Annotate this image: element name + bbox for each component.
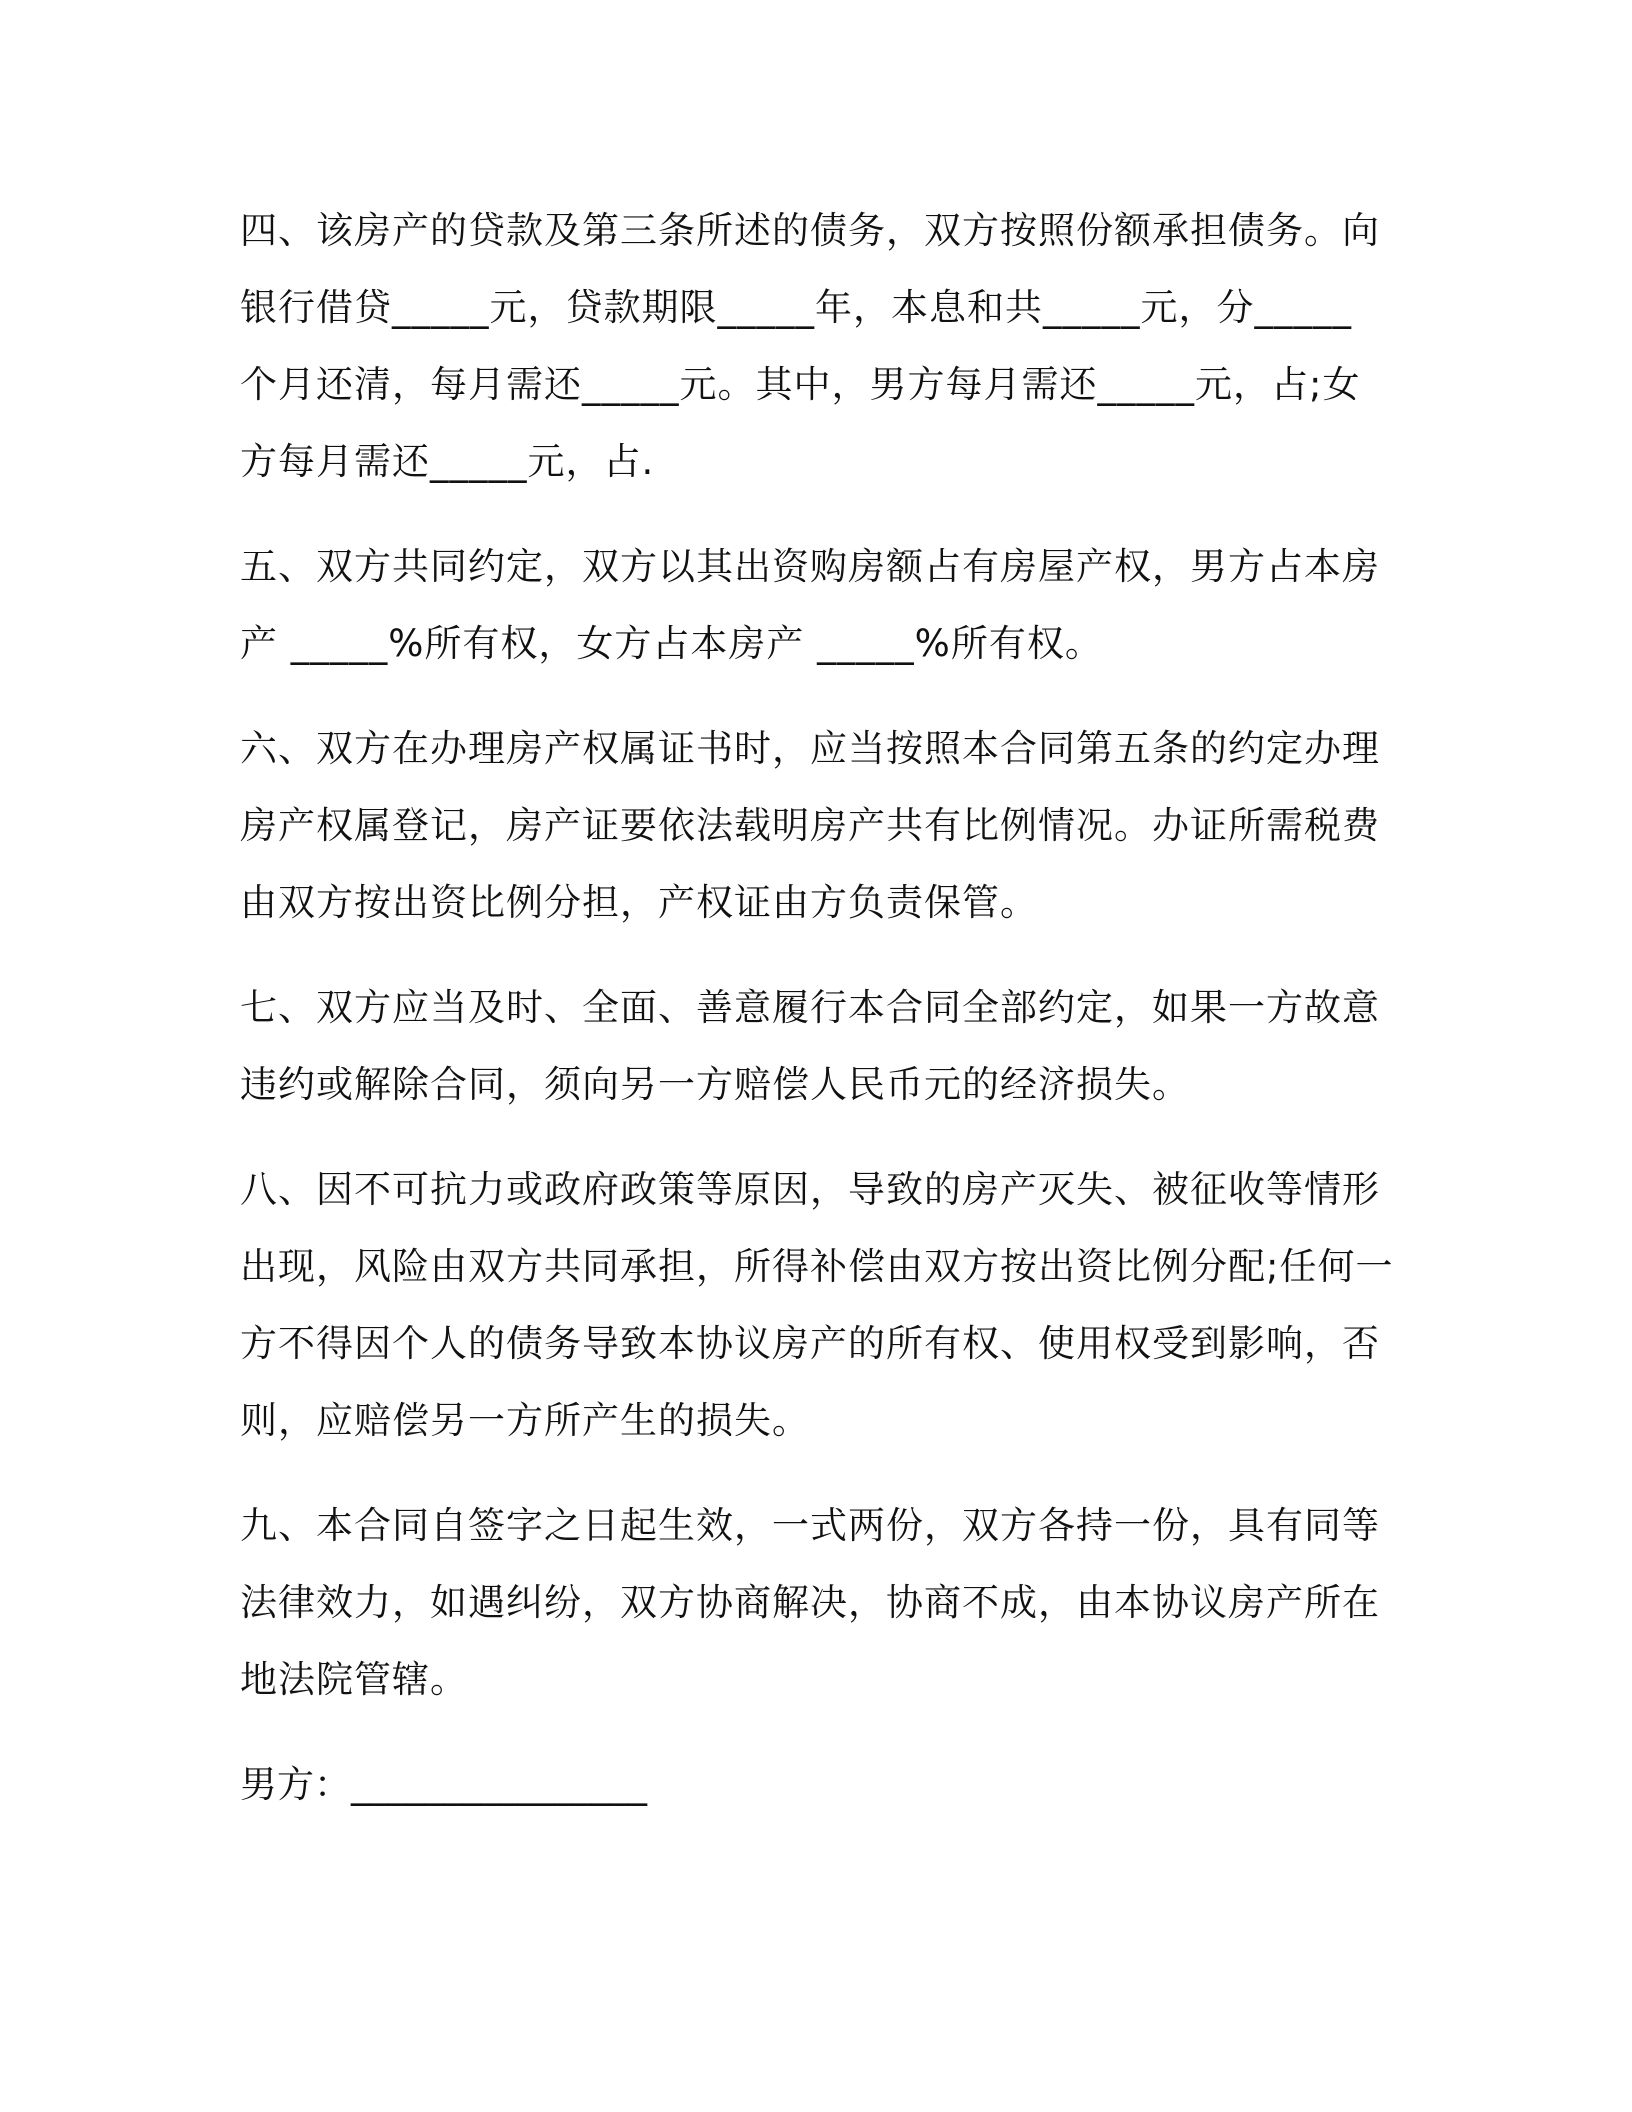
text-line: 房产权属登记，房产证要依法载明房产共有比例情况。办证所需税费 bbox=[240, 804, 1380, 847]
text-line: 五、双方共同约定，双方以其出资购房额占有房屋产权，男方占本房 bbox=[240, 545, 1380, 588]
text-line: 四、该房产的贷款及第三条所述的债务，双方按照份额承担债务。向 bbox=[240, 209, 1380, 252]
clause-6-paragraph bbox=[240, 710, 1390, 941]
male-party-signature-line: 男方：________________ bbox=[240, 1763, 647, 1806]
text-line: 产 _____%所有权，女方占本房产 _____%所有权。 bbox=[240, 622, 1103, 665]
text-line: 违约或解除合同，须向另一方赔偿人民币元的经济损失。 bbox=[240, 1063, 1190, 1106]
text-line: 方每月需还_____元，占. bbox=[240, 440, 655, 483]
text-line: 银行借贷_____元，贷款期限_____年，本息和共_____元，分_____ bbox=[240, 286, 1352, 329]
text-line: 法律效力，如遇纠纷，双方协商解决，协商不成，由本协议房产所在 bbox=[240, 1581, 1380, 1624]
text-line: 由双方按出资比例分担，产权证由方负责保管。 bbox=[240, 881, 1038, 924]
clause-5-paragraph bbox=[240, 528, 1390, 682]
text-line: 方不得因个人的债务导致本协议房产的所有权、使用权受到影响，否 bbox=[240, 1322, 1380, 1365]
clause-4-paragraph bbox=[240, 192, 1390, 500]
text-line: 七、双方应当及时、全面、善意履行本合同全部约定，如果一方故意 bbox=[240, 986, 1380, 1029]
clause-9-paragraph bbox=[240, 1487, 1390, 1718]
text-line: 八、因不可抗力或政府政策等原因，导致的房产灭失、被征收等情形 bbox=[240, 1168, 1380, 1211]
text-line: 六、双方在办理房产权属证书时，应当按照本合同第五条的约定办理 bbox=[240, 727, 1380, 770]
text-line: 九、本合同自签字之日起生效，一式两份，双方各持一份，具有同等 bbox=[240, 1504, 1380, 1547]
clause-7-paragraph bbox=[240, 969, 1390, 1123]
text-line: 出现，风险由双方共同承担，所得补偿由双方按出资比例分配;任何一 bbox=[240, 1245, 1394, 1288]
document-page bbox=[240, 192, 1394, 1823]
text-line: 则，应赔偿另一方所产生的损失。 bbox=[240, 1399, 810, 1442]
text-line: 个月还清，每月需还_____元。其中，男方每月需还_____元，占;女 bbox=[240, 363, 1361, 406]
clause-8-paragraph bbox=[240, 1151, 1394, 1459]
text-line: 地法院管辖。 bbox=[240, 1658, 468, 1701]
